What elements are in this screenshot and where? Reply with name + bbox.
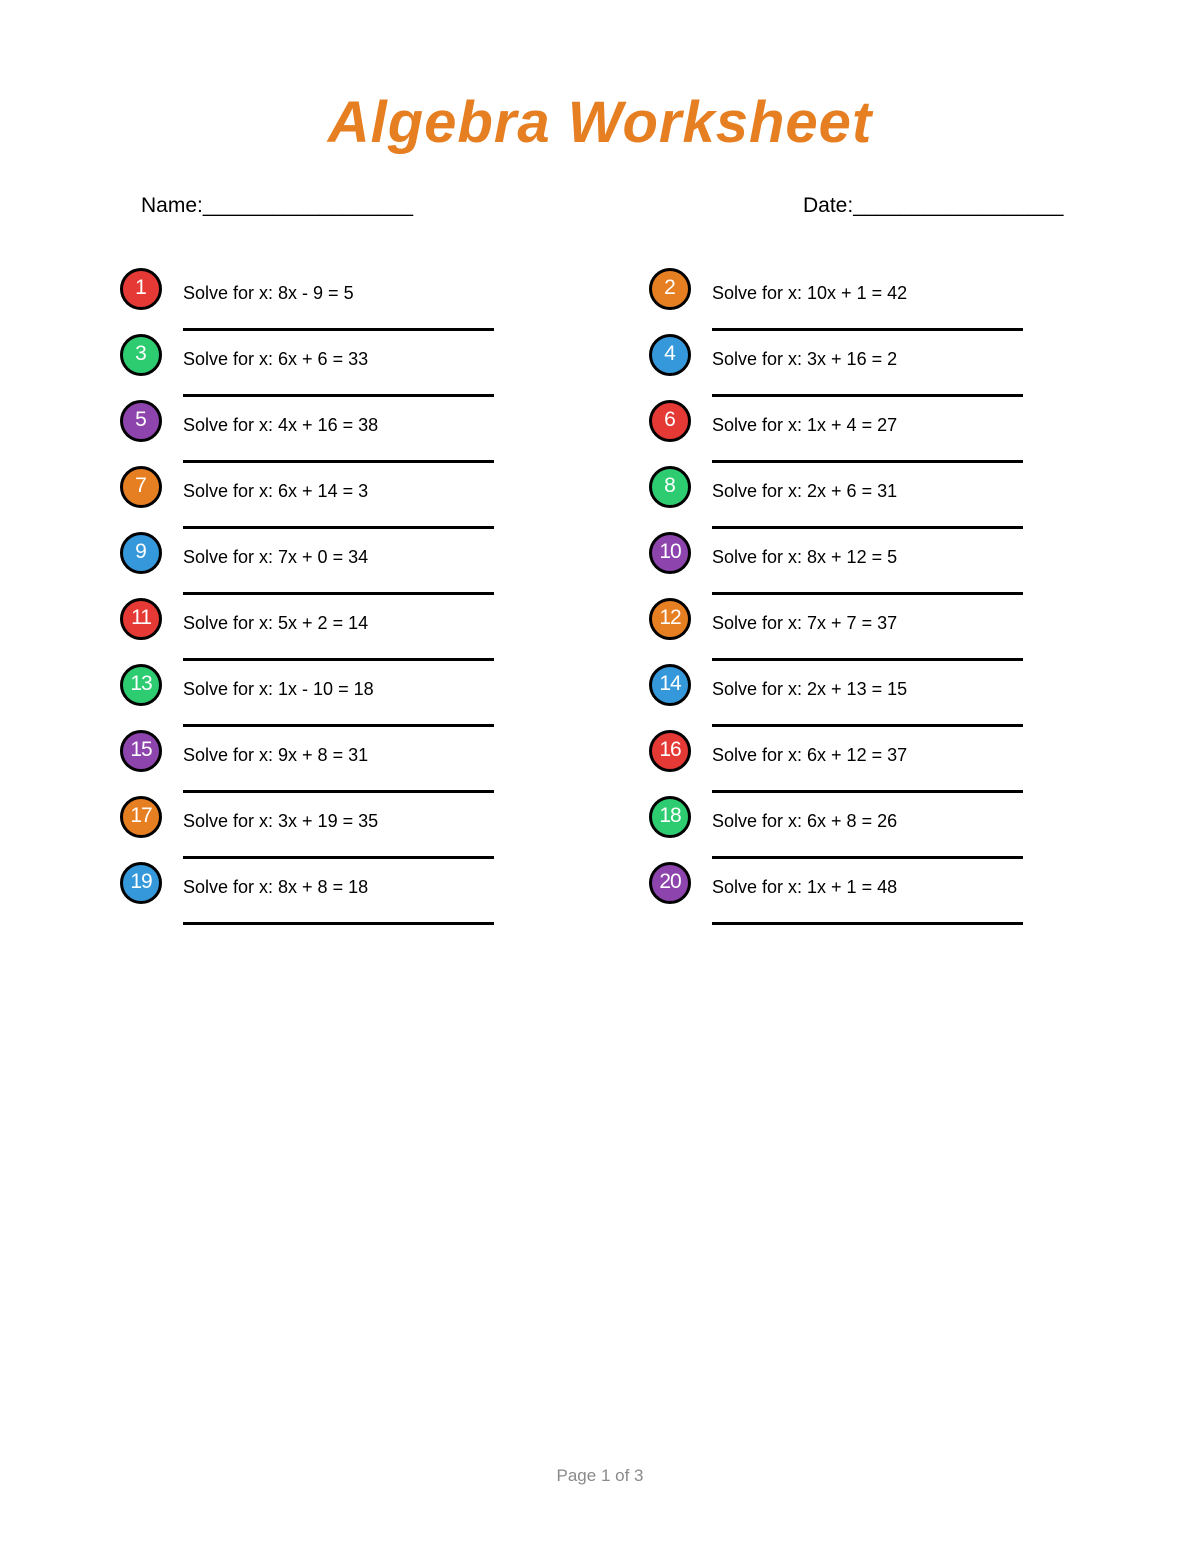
- problem-number-badge: 18: [649, 796, 691, 838]
- problem-item: [649, 730, 1069, 796]
- problem-question: Solve for x: 5x + 2 = 14: [183, 613, 369, 633]
- problem-item: [120, 862, 540, 928]
- problem-number-badge: 3: [120, 334, 162, 376]
- problem-number-badge: 15: [120, 730, 162, 772]
- answer-line[interactable]: [712, 592, 1023, 595]
- problem-item: [120, 796, 540, 862]
- problem-number-badge: 10: [649, 532, 691, 574]
- problem-question: Solve for x: 6x + 14 = 3: [183, 481, 369, 501]
- problem-number-badge: 4: [649, 334, 691, 376]
- answer-line[interactable]: [183, 790, 494, 793]
- problem-number-badge: 14: [649, 664, 691, 706]
- problem-question: Solve for x: 3x + 16 = 2: [712, 349, 898, 369]
- problem-item: [120, 466, 540, 532]
- answer-line[interactable]: [712, 328, 1023, 331]
- answer-line[interactable]: [183, 526, 494, 529]
- date-field[interactable]: Date:__________________: [803, 194, 1064, 217]
- problem-item: [120, 730, 540, 796]
- problem-number-badge: 19: [120, 862, 162, 904]
- answer-line[interactable]: [712, 394, 1023, 397]
- answer-line[interactable]: [183, 724, 494, 727]
- problem-question: Solve for x: 1x + 1 = 48: [712, 877, 898, 897]
- problem-number-badge: 16: [649, 730, 691, 772]
- problem-question: Solve for x: 2x + 6 = 31: [712, 481, 898, 501]
- problem-question: Solve for x: 2x + 13 = 15: [712, 679, 908, 699]
- problem-question: Solve for x: 1x + 4 = 27: [712, 415, 898, 435]
- problem-item: [649, 664, 1069, 730]
- answer-line[interactable]: [183, 394, 494, 397]
- problem-item: [649, 268, 1069, 334]
- problem-question: Solve for x: 10x + 1 = 42: [712, 283, 908, 303]
- problem-item: [120, 598, 540, 664]
- problem-question: Solve for x: 8x + 12 = 5: [712, 547, 898, 567]
- answer-line[interactable]: [712, 790, 1023, 793]
- answer-line[interactable]: [183, 592, 494, 595]
- answer-line[interactable]: [712, 460, 1023, 463]
- problem-number-badge: 7: [120, 466, 162, 508]
- problem-item: [649, 334, 1069, 400]
- problem-item: [120, 334, 540, 400]
- problem-number-badge: 13: [120, 664, 162, 706]
- answer-line[interactable]: [183, 328, 494, 331]
- worksheet-title: Algebra Worksheet: [327, 90, 873, 155]
- problem-number-badge: 9: [120, 532, 162, 574]
- problem-number-badge: 20: [649, 862, 691, 904]
- problem-item: [649, 796, 1069, 862]
- answer-line[interactable]: [712, 856, 1023, 859]
- problem-number-badge: 8: [649, 466, 691, 508]
- page-number: Page 1 of 3: [556, 1466, 644, 1485]
- problem-number-badge: 6: [649, 400, 691, 442]
- problem-question: Solve for x: 7x + 0 = 34: [183, 547, 369, 567]
- answer-line[interactable]: [183, 922, 494, 925]
- problem-question: Solve for x: 6x + 6 = 33: [183, 349, 369, 369]
- problem-question: Solve for x: 6x + 12 = 37: [712, 745, 908, 765]
- problem-item: [120, 664, 540, 730]
- problem-item: [120, 532, 540, 598]
- answer-line[interactable]: [183, 856, 494, 859]
- problem-question: Solve for x: 8x + 8 = 18: [183, 877, 369, 897]
- problem-item: [649, 862, 1069, 928]
- problem-question: Solve for x: 8x - 9 = 5: [183, 283, 354, 303]
- problem-question: Solve for x: 7x + 7 = 37: [712, 613, 898, 633]
- problem-item: [649, 466, 1069, 532]
- problem-item: [649, 532, 1069, 598]
- answer-line[interactable]: [712, 724, 1023, 727]
- answer-line[interactable]: [712, 922, 1023, 925]
- problem-number-badge: 2: [649, 268, 691, 310]
- answer-line[interactable]: [712, 658, 1023, 661]
- problem-item: [649, 598, 1069, 664]
- problem-question: Solve for x: 9x + 8 = 31: [183, 745, 369, 765]
- problem-item: [120, 400, 540, 466]
- problem-item: [120, 268, 540, 334]
- problem-question: Solve for x: 3x + 19 = 35: [183, 811, 379, 831]
- name-field[interactable]: Name:__________________: [141, 194, 414, 217]
- problem-question: Solve for x: 6x + 8 = 26: [712, 811, 898, 831]
- problem-number-badge: 12: [649, 598, 691, 640]
- problem-number-badge: 11: [120, 598, 162, 640]
- problem-number-badge: 1: [120, 268, 162, 310]
- problem-item: [649, 400, 1069, 466]
- problem-question: Solve for x: 1x - 10 = 18: [183, 679, 374, 699]
- answer-line[interactable]: [712, 526, 1023, 529]
- problem-question: Solve for x: 4x + 16 = 38: [183, 415, 379, 435]
- problem-number-badge: 17: [120, 796, 162, 838]
- problem-number-badge: 5: [120, 400, 162, 442]
- answer-line[interactable]: [183, 460, 494, 463]
- answer-line[interactable]: [183, 658, 494, 661]
